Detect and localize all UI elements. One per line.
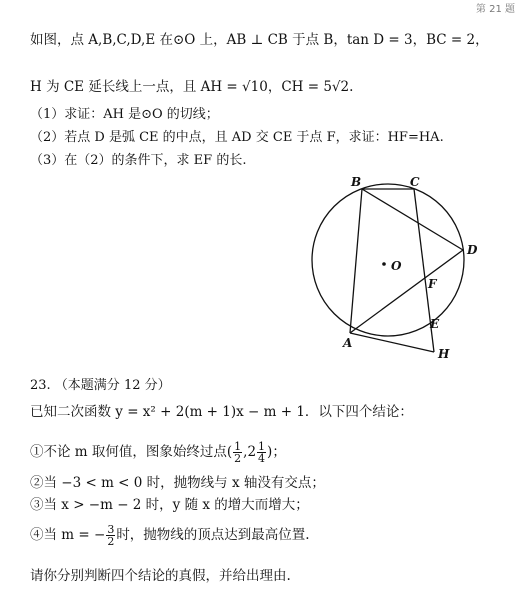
fraction-denominator: 4	[258, 452, 266, 465]
label-c: C	[410, 175, 420, 189]
label-d: D	[467, 243, 478, 257]
problem22-q2: （2）若点 D 是弧 CE 的中点，且 AD 交 CE 于点 F，求证：HF=HA.	[30, 130, 444, 145]
problem22-line1: 如图，点 A,B,C,D,E 在⊙O 上，AB ⊥ CB 于点 B，tan D = 3，BC = 2，	[30, 32, 489, 48]
conclusion-1-suffix: )；	[267, 444, 286, 460]
label-h: H	[438, 347, 450, 361]
label-o: O	[391, 259, 402, 273]
label-a: A	[343, 336, 353, 350]
problem23-conclusion-1	[30, 439, 513, 465]
label-b: B	[351, 175, 362, 189]
fraction-denominator: 2	[107, 535, 115, 548]
problem23-conclusion-4	[30, 521, 513, 549]
fraction-numerator: 1	[258, 440, 266, 453]
segment-bd	[362, 189, 463, 250]
label-e: E	[430, 317, 440, 331]
label-f: F	[428, 277, 437, 291]
conclusion-4-suffix: 时，抛物线的顶点达到最高位置.	[116, 527, 310, 543]
problem23-header: 23. （本题满分 12 分）	[30, 378, 171, 393]
segment-ad	[350, 250, 463, 333]
conclusion-1-middle: ,2	[243, 444, 257, 460]
problem23-conclusion-2: ②当 −3 < m < 0 时，抛物线与 x 轴没有交点；	[30, 475, 325, 491]
problem22-line2: H 为 CE 延长线上一点，且 AH = √10，CH = 5√2.	[30, 79, 354, 95]
fraction-one-quarter	[257, 441, 266, 464]
problem23-conclusion-3: ③当 x > −m − 2 时，y 随 x 的增大而增大；	[30, 497, 309, 513]
fraction-numerator: 3	[107, 523, 115, 536]
fraction-denominator: 2	[234, 452, 242, 465]
problem23-closing: 请你分别判断四个结论的真假，并给出理由.	[30, 568, 291, 584]
center-dot	[382, 262, 386, 266]
problem22-q1: （1）求证：AH 是⊙O 的切线；	[30, 107, 219, 122]
fraction-one-half	[233, 441, 242, 464]
problem22-q3: （3）在（2）的条件下，求 EF 的长.	[30, 153, 247, 168]
fraction-three-halves	[106, 524, 115, 547]
segment-ba	[350, 189, 362, 333]
conclusion-1-prefix: ①不论 m 取何值，图象始终过点(	[30, 444, 233, 460]
corner-mark: 第 21 题	[475, 4, 515, 15]
conclusion-4-prefix: ④当 m = −	[30, 527, 106, 543]
problem23-stem: 已知二次函数 y = x² + 2(m + 1)x − m + 1．以下四个结论：	[30, 404, 413, 420]
geometry-figure	[300, 170, 500, 370]
circle-o	[312, 184, 464, 336]
fraction-numerator: 1	[234, 440, 242, 453]
